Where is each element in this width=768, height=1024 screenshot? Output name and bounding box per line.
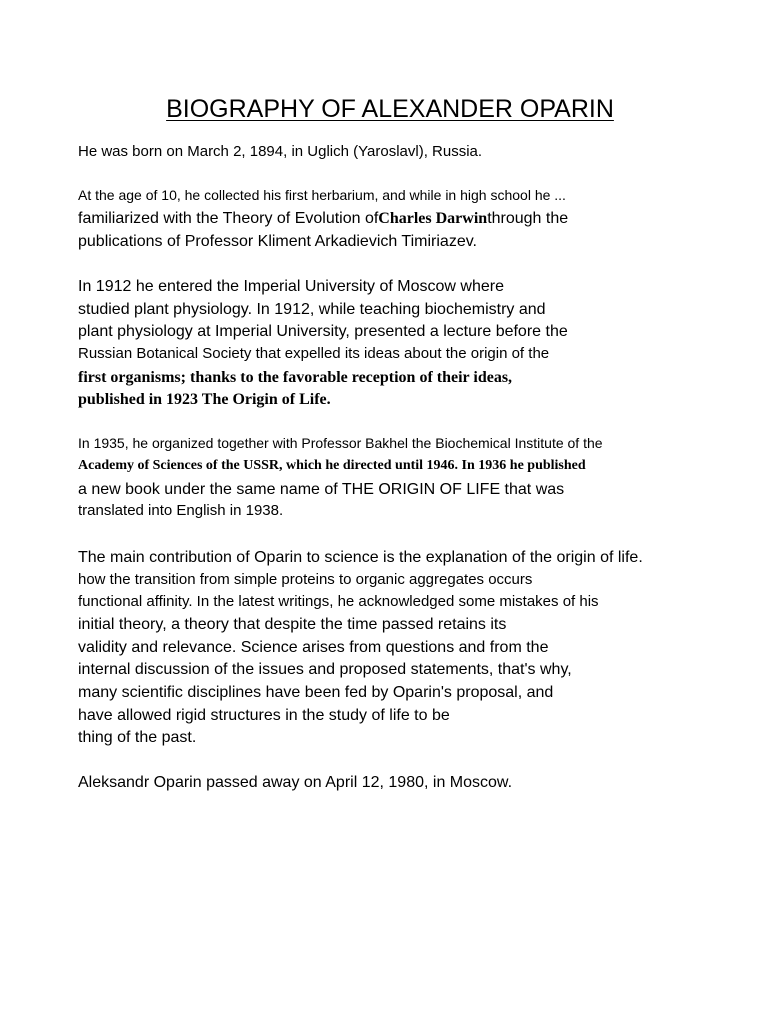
paragraph-institute-line-4: translated into English in 1938. [78,502,284,519]
paragraph-contribution-line-9: thing of the past. [78,729,197,746]
paragraph-contribution-line-4: initial theory, a theory that despite the time passed retains its [78,616,507,633]
paragraph-university-line-5: first organisms; thanks to the favorable reception of their ideas, [78,369,513,386]
paragraph-institute-line-3: a new book under the same name of THE ORIGIN OF LIFE that was [78,481,565,498]
paragraph-institute-line-1: In 1935, he organized together with Professor Bakhel the Biochemical Institute of the [78,435,603,451]
paragraph-death-line: Aleksandr Oparin passed away on April 12, 1980, in Moscow. [78,774,513,791]
paragraph-university-line-6: published in 1923 The Origin of Life. [78,391,331,408]
paragraph-contribution-line-7: many scientific disciplines have been fed by Oparin's proposal, and [78,684,554,701]
paragraph-contribution-line-1: The main contribution of Oparin to science is the explanation of the origin of life. [78,549,643,566]
paragraph-university-line-1: In 1912 he entered the Imperial University of Moscow where [78,278,504,295]
paragraph-university-line-4: Russian Botanical Society that expelled its ideas about the origin of the [78,345,550,362]
paragraph-herbarium-line-2 [78,209,568,229]
document-title: BIOGRAPHY OF ALEXANDER OPARIN [166,95,614,123]
charles-darwin-name: Charles Darwin [378,210,488,227]
paragraph-university-line-3: plant physiology at Imperial University, presented a lecture before the [78,323,568,340]
paragraph-herbarium-line-1: At the age of 10, he collected his first herbarium, and while in high school he ... [78,187,566,203]
paragraph-contribution-line-2: how the transition from simple proteins to organic aggregates occurs [78,571,533,588]
paragraph-contribution-line-6: internal discussion of the issues and proposed statements, that's why, [78,661,572,678]
herbarium-line-2-text-b: through the [487,210,569,227]
paragraph-institute-line-2: Academy of Sciences of the USSR, which he directed until 1946. In 1936 he published [78,458,586,473]
paragraph-herbarium-line-3: publications of Professor Kliment Arkadievich Timiriazev. [78,233,477,250]
paragraph-contribution-line-8: have allowed rigid structures in the study of life to be [78,707,450,724]
paragraph-contribution-line-5: validity and relevance. Science arises from questions and from the [78,639,549,656]
paragraph-university-line-2: studied plant physiology. In 1912, while teaching biochemistry and [78,301,546,318]
paragraph-contribution-line-3: functional affinity. In the latest writings, he acknowledged some mistakes of his [78,593,599,610]
paragraph-birth-line: He was born on March 2, 1894, in Uglich (Yaroslavl), Russia. [78,143,483,160]
herbarium-line-2-text-a: familiarized with the Theory of Evolution of [78,210,379,227]
